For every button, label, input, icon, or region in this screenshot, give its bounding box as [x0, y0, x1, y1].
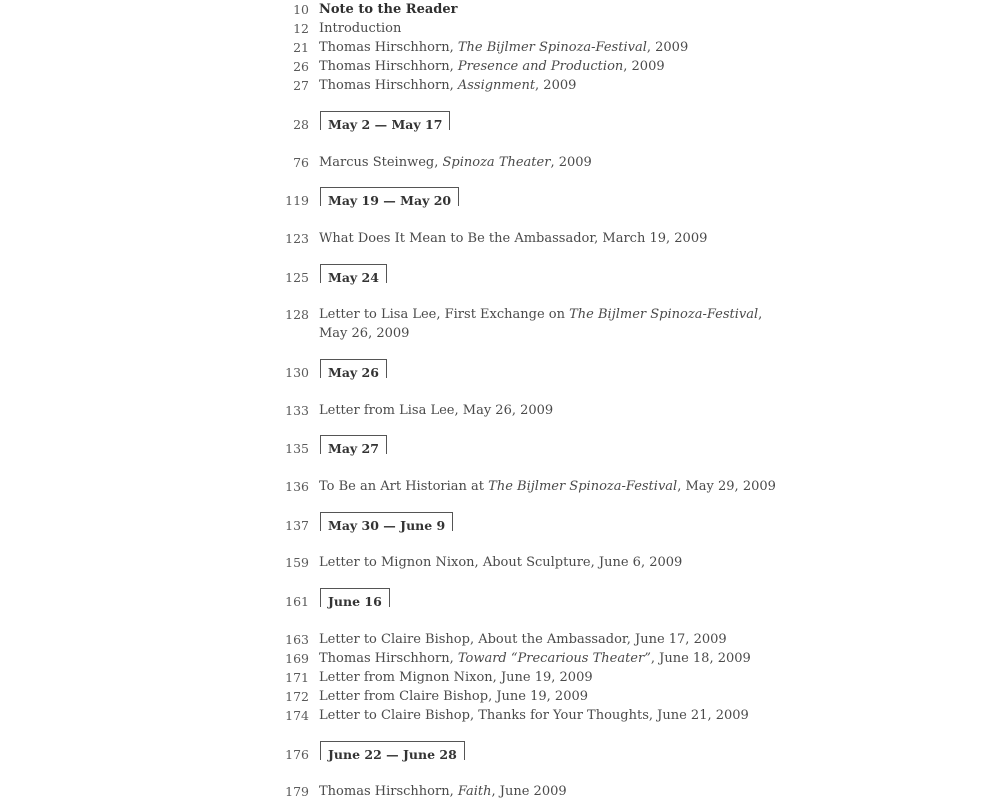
entry-title	[319, 76, 576, 95]
toc-section	[0, 187, 1000, 211]
entry-title: Letter from Lisa Lee, May 26, 2009	[319, 403, 554, 418]
page-number: 161	[285, 594, 309, 609]
entry-title: Letter to Claire Bishop, About the Ambassador, June 17, 2009	[319, 632, 727, 647]
toc-section	[0, 264, 1000, 288]
entry-author: Marcus Steinweg,	[319, 155, 443, 170]
date-range-box: May 30 — June 9	[320, 512, 453, 531]
entry-work-title: The Bijlmer Spinoza-Festival	[457, 40, 647, 55]
entry-work-title: The Bijlmer Spinoza-Festival	[488, 479, 678, 494]
toc-entry	[0, 19, 1000, 39]
toc-entry	[0, 706, 1000, 726]
toc-entry	[0, 76, 1000, 96]
entry-author: Thomas Hirschhorn,	[319, 78, 458, 93]
entry-prefix: Letter to Lisa Lee, First Exchange on	[319, 307, 570, 322]
entry-prefix: To Be an Art Historian at	[319, 479, 489, 494]
page-number: 12	[293, 21, 309, 36]
entry-suffix: , 2009	[646, 40, 689, 55]
page-number: 21	[293, 40, 309, 55]
toc-entry	[0, 153, 1000, 173]
entry-title	[319, 38, 688, 57]
page-number: 136	[285, 479, 309, 494]
page-number: 137	[285, 518, 309, 533]
page-number: 27	[293, 78, 309, 93]
page-number: 119	[285, 193, 309, 208]
date-range-box: June 16	[320, 588, 390, 607]
page-number: 123	[285, 231, 309, 246]
page-number: 130	[285, 365, 309, 380]
entry-suffix: , May 29, 2009	[677, 479, 776, 494]
page-number: 176	[285, 747, 309, 762]
entry-suffix: , 2009	[535, 78, 577, 93]
entry-title: Letter to Claire Bishop, Thanks for Your Thoughts, June 21, 2009	[319, 708, 749, 723]
toc-entry	[0, 229, 1000, 249]
page-number: 125	[285, 270, 309, 285]
toc-entry	[0, 553, 1000, 573]
date-range-box: May 24	[320, 264, 387, 283]
entry-title: Letter from Mignon Nixon, June 19, 2009	[319, 670, 593, 685]
page-number: 10	[293, 2, 309, 17]
date-range-box: May 27	[320, 435, 387, 454]
toc-entry	[0, 0, 1000, 20]
page-number: 171	[285, 670, 309, 685]
entry-work-title: Assignment	[457, 78, 536, 93]
toc-entry-continuation	[0, 324, 1000, 344]
entry-work-title: Presence and Production	[457, 59, 624, 74]
toc-section	[0, 741, 1000, 765]
toc-entry	[0, 401, 1000, 421]
entry-title-line2: May 26, 2009	[319, 326, 410, 341]
entry-title: Letter from Claire Bishop, June 19, 2009	[319, 689, 589, 704]
toc-section	[0, 111, 1000, 135]
entry-work-title: The Bijlmer Spinoza-Festival	[569, 307, 759, 322]
entry-title	[319, 57, 665, 76]
page-number: 135	[285, 441, 309, 456]
toc-entry	[0, 305, 1000, 325]
entry-title: What Does It Mean to Be the Ambassador, March 19, 2009	[319, 231, 708, 246]
entry-suffix: , June 2009	[491, 784, 567, 799]
page-number: 28	[293, 117, 309, 132]
entry-title	[319, 153, 592, 172]
page-number: 76	[293, 155, 309, 170]
entry-title: Introduction	[319, 21, 402, 36]
page-number: 169	[285, 651, 309, 666]
toc-entry	[0, 630, 1000, 650]
entry-suffix: ,	[758, 307, 763, 322]
entry-work-title: Toward “Precarious Theater”	[457, 651, 651, 666]
entry-suffix: , 2009	[550, 155, 592, 170]
entry-work-title: Spinoza Theater	[442, 155, 551, 170]
page-number: 133	[285, 403, 309, 418]
entry-suffix: , 2009	[623, 59, 665, 74]
toc-entry	[0, 782, 1000, 802]
entry-title: Note to the Reader	[319, 2, 458, 17]
date-range-box: May 26	[320, 359, 387, 378]
page-number: 26	[293, 59, 309, 74]
toc-section	[0, 588, 1000, 612]
date-range-box: May 19 — May 20	[320, 187, 459, 206]
page-number: 179	[285, 784, 309, 799]
toc-section	[0, 435, 1000, 459]
entry-author: Thomas Hirschhorn,	[319, 40, 458, 55]
toc-section	[0, 512, 1000, 536]
entry-title	[319, 782, 567, 801]
toc-entry	[0, 38, 1000, 58]
entry-author: Thomas Hirschhorn,	[319, 59, 458, 74]
page-number: 174	[285, 708, 309, 723]
entry-title	[319, 649, 751, 668]
toc-entry	[0, 668, 1000, 688]
entry-suffix: , June 18, 2009	[650, 651, 751, 666]
entry-work-title: Faith	[457, 784, 492, 799]
toc-section	[0, 359, 1000, 383]
date-range-box: May 2 — May 17	[320, 111, 450, 130]
entry-author: Thomas Hirschhorn,	[319, 784, 458, 799]
page-number: 159	[285, 555, 309, 570]
toc-entry	[0, 649, 1000, 669]
entry-title	[319, 477, 776, 496]
page-number: 128	[285, 307, 309, 322]
entry-title	[319, 305, 762, 324]
entry-title: Letter to Mignon Nixon, About Sculpture, June 6, 2009	[319, 555, 683, 570]
date-range-box: June 22 — June 28	[320, 741, 465, 760]
toc-entry	[0, 57, 1000, 77]
entry-author: Thomas Hirschhorn,	[319, 651, 458, 666]
page-number: 163	[285, 632, 309, 647]
toc-entry	[0, 477, 1000, 497]
toc-entry	[0, 687, 1000, 707]
page-number: 172	[285, 689, 309, 704]
